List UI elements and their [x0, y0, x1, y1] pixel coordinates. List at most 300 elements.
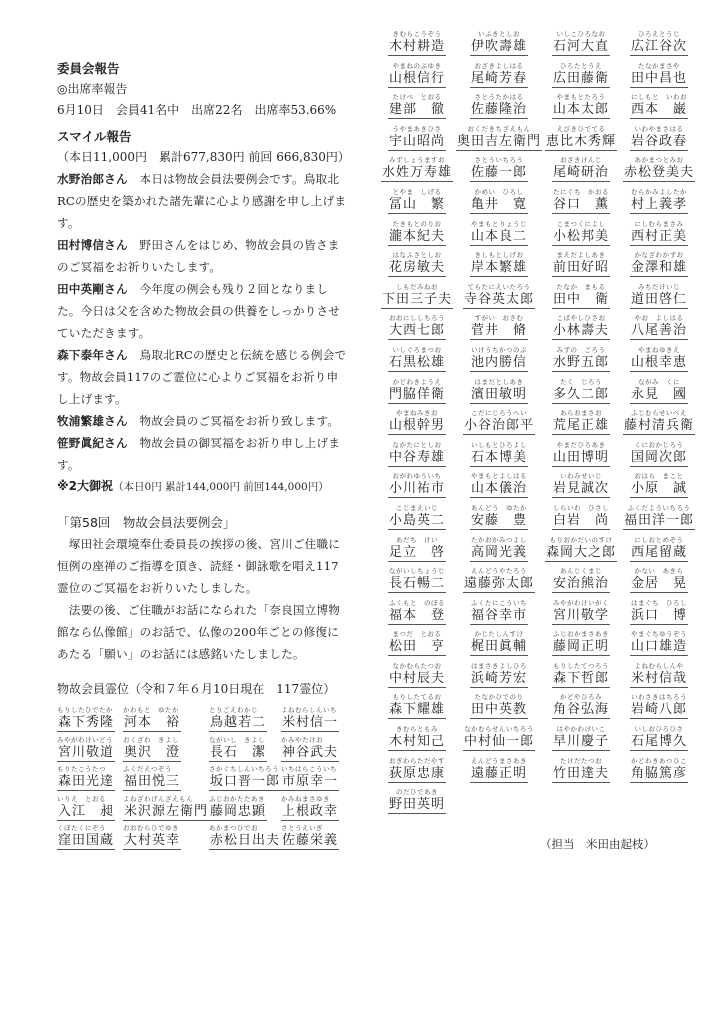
- name-entry: [456, 93, 542, 125]
- name-entry: [542, 409, 620, 441]
- name-ruby: えびきひでてる: [556, 124, 606, 133]
- name-entry: [620, 504, 698, 536]
- name-entry: [620, 220, 698, 252]
- name-ruby: やまもとよしはる: [470, 472, 527, 481]
- name-entry: [456, 536, 542, 568]
- name-kanji: 長石 潔: [210, 744, 267, 760]
- name-kanji: 多久二郎: [552, 386, 609, 402]
- name-ruby: ながいし きよし: [209, 735, 265, 744]
- name-kanji: 赤松登美夫: [623, 165, 694, 181]
- name-entry: [542, 62, 620, 94]
- name-ruby: もりしたてつろう: [553, 661, 609, 670]
- name-ruby: もりしたてるお: [392, 693, 442, 702]
- name-ruby: やまもとたろう: [556, 93, 606, 102]
- name-kanji: 石尾博久: [630, 734, 687, 750]
- name-entry: [620, 314, 698, 346]
- name-entry: [456, 283, 542, 315]
- name-kanji: 大村英幸: [123, 833, 180, 848]
- name-entry: [456, 346, 542, 378]
- name-kanji: 安治熊治: [552, 576, 609, 592]
- name-entry: [456, 693, 542, 725]
- name-kanji: 中村辰夫: [388, 670, 445, 686]
- smile-entry-name: 森下泰年さん: [57, 348, 128, 362]
- name-ruby: ひろえとうじ: [637, 30, 680, 38]
- name-kanji: 佐藤一郎: [470, 165, 527, 181]
- smile-entry-text: 物故会員の御冥福をお祈り申し上げます。: [57, 436, 341, 472]
- name-ruby: まつだ とおる: [392, 630, 442, 639]
- name-kanji: 永見 國: [630, 386, 687, 402]
- smile-entry-text: 物故会員のご冥福をお祈り致します。: [127, 414, 340, 428]
- name-ruby: くぼたくにぞう: [57, 824, 106, 832]
- name-kanji: 藤村清兵衛: [623, 418, 694, 434]
- name-kanji: 恵比木秀輝: [545, 133, 616, 149]
- name-kanji: 小原 誠: [630, 481, 687, 497]
- name-ruby: こまつくによし: [556, 219, 606, 228]
- name-ruby: なかむらせんいちろう: [464, 725, 534, 734]
- smile-title: スマイル報告: [57, 129, 132, 144]
- name-kanji: 花房敏夫: [388, 260, 445, 276]
- name-entry: [378, 314, 456, 346]
- name-kanji: 森下耀雄: [388, 702, 445, 718]
- name-kanji: 坂口晋一郎: [210, 774, 281, 789]
- name-ruby: たにぐち かおる: [553, 187, 609, 196]
- name-entry: [620, 630, 698, 662]
- name-kanji: 西本 巌: [630, 102, 687, 118]
- name-entry: [378, 630, 456, 662]
- name-entry: [456, 62, 542, 94]
- name-ruby: かみねまさゆき: [281, 794, 331, 803]
- name-kanji: 尾崎研治: [552, 165, 609, 181]
- name-ruby: えんどうまさあき: [470, 756, 527, 765]
- name-kanji: 岸本繁雄: [470, 260, 527, 276]
- name-kanji: 山根信行: [388, 70, 445, 86]
- name-kanji: 角脇篤彦: [630, 765, 687, 781]
- reii-heading: [57, 679, 347, 700]
- name-entry: [542, 283, 620, 315]
- name-ruby: みやがわけいがく: [553, 598, 609, 607]
- name-kanji: 小島英二: [388, 512, 445, 528]
- name-entry: [542, 757, 620, 789]
- name-entry: [378, 188, 456, 220]
- reii-title: 物故会員霊位: [57, 682, 130, 696]
- name-entry: [281, 736, 347, 766]
- name-ruby: おぎわらただやす: [388, 756, 445, 765]
- right-column: [378, 30, 698, 820]
- name-kanji: 角谷弘海: [552, 702, 609, 718]
- name-kanji: 足立 啓: [388, 544, 445, 560]
- name-ruby: いしおひろひさ: [634, 725, 684, 734]
- name-kanji: 田中英教: [470, 702, 527, 718]
- name-kanji: 冨山 繁: [388, 196, 445, 212]
- credit: （担当 米田由起枝）: [540, 837, 655, 851]
- name-entry: [620, 725, 698, 757]
- name-ruby: たきもとのりお: [392, 219, 442, 228]
- name-kanji: 建部 徹: [388, 102, 445, 118]
- name-ruby: ふくだよういちろう: [627, 503, 691, 512]
- name-entry: [456, 314, 542, 346]
- name-kanji: 福谷幸市: [470, 607, 527, 623]
- name-entry: [281, 765, 347, 795]
- name-kanji: 米沢源左衛門: [123, 803, 208, 819]
- name-entry: [542, 567, 620, 599]
- name-kanji: 福本 登: [388, 607, 445, 623]
- name-kanji: 亀井 寛: [470, 196, 527, 212]
- name-ruby: あだち けい: [395, 535, 438, 544]
- name-ruby: ふじおかまさあき: [553, 630, 609, 639]
- name-entry: [57, 824, 123, 854]
- name-entry: [620, 536, 698, 568]
- memorial-names-left: [57, 706, 347, 854]
- name-entry: [542, 599, 620, 631]
- name-ruby: ふくたにこういち: [470, 598, 527, 607]
- name-kanji: 水姓万寿雄: [381, 165, 452, 181]
- name-ruby: たなか まもる: [556, 282, 606, 291]
- name-entry: [542, 536, 620, 568]
- name-ruby: ながいしちょうじ: [388, 567, 445, 576]
- name-entry: [620, 567, 698, 599]
- name-ruby: やまぐちゆうぞう: [630, 630, 687, 639]
- name-entry: [620, 757, 698, 789]
- name-entry: [456, 220, 542, 252]
- name-entry: [456, 156, 542, 188]
- name-entry: [378, 251, 456, 283]
- name-entry: [542, 693, 620, 725]
- name-ruby: はやかわけいこ: [556, 725, 606, 734]
- smile-list: [57, 168, 347, 476]
- smile-totals: （本日11,000円 累計677,830円 前回 666,830円）: [57, 150, 350, 164]
- smile-entry-text: 野田さんをはじめ、物故会員の皆さまのご冥福をお祈りいたします。: [57, 238, 340, 274]
- name-ruby: もりおかだいのすけ: [549, 535, 613, 544]
- name-kanji: 小谷治郎平: [463, 418, 534, 434]
- name-entry: [378, 599, 456, 631]
- name-ruby: うやまあきひさ: [392, 124, 442, 133]
- name-ruby: いしぐろまつお: [392, 345, 442, 354]
- name-entry: [620, 62, 698, 94]
- name-entry: [456, 504, 542, 536]
- name-ruby: おはら まこと: [634, 472, 684, 481]
- name-ruby: いわさきはちろう: [630, 693, 687, 702]
- name-kanji: 金澤和雄: [630, 260, 687, 276]
- name-entry: [456, 567, 542, 599]
- attendance-title: ◎出席率報告: [57, 82, 128, 96]
- name-entry: [620, 599, 698, 631]
- name-kanji: 森下秀隆: [58, 715, 115, 730]
- name-ruby: ふくだえつぞう: [122, 765, 172, 773]
- name-ruby: すがい おさむ: [474, 314, 524, 323]
- name-kanji: 門脇佯衛: [388, 386, 445, 402]
- name-entry: [542, 504, 620, 536]
- smile-entry: [57, 344, 347, 410]
- name-ruby: かどわきようえ: [392, 377, 442, 386]
- name-ruby: てらたにえいたろう: [467, 282, 531, 291]
- name-ruby: いりえ とおる: [57, 794, 106, 803]
- smile-entry: [57, 278, 347, 344]
- name-entry: [456, 662, 542, 694]
- name-ruby: よねざわげんざえもん: [122, 794, 193, 803]
- name-ruby: いわやまさはる: [634, 124, 684, 133]
- name-ruby: はまさきよしひろ: [470, 661, 527, 670]
- name-kanji: 神谷武夫: [282, 744, 339, 760]
- name-kanji: 木村耕造: [388, 39, 445, 54]
- committee-title: 委員会報告: [57, 61, 120, 76]
- name-ruby: なかたにとしお: [392, 440, 442, 449]
- name-kanji: 山根幸恵: [630, 354, 687, 370]
- name-entry: [378, 30, 456, 62]
- name-entry: [456, 630, 542, 662]
- name-ruby: おざきよしはる: [474, 61, 524, 70]
- name-entry: [378, 472, 456, 504]
- name-ruby: おざきけんじ: [560, 156, 602, 165]
- name-ruby: かどわきあつひこ: [630, 756, 687, 765]
- name-ruby: みずしょうますお: [388, 156, 445, 165]
- name-entry: [620, 125, 698, 157]
- name-kanji: 上根政幸: [282, 803, 339, 819]
- name-kanji: 松田 亨: [388, 639, 445, 655]
- name-kanji: 早川慶子: [552, 734, 609, 750]
- name-entry: [542, 220, 620, 252]
- name-ruby: たけべ とおる: [392, 93, 442, 102]
- name-kanji: 濱田敏明: [470, 386, 527, 402]
- memorial-paragraph-2: 法要の後、ご住職がお話になられた「奈良国立博物館なら仏像館」のお話で、仏像の200年ごとの修復にあたる「願い」のお話には感銘いたしました。: [57, 603, 341, 661]
- name-kanji: 遠藤弥太郎: [463, 576, 534, 592]
- name-entry: [542, 346, 620, 378]
- name-entry: [123, 824, 209, 854]
- name-ruby: ひろたとうえ: [560, 61, 602, 70]
- name-kanji: 谷口 薫: [552, 196, 609, 212]
- name-entry: [209, 736, 281, 766]
- name-kanji: 藤岡忠顕: [210, 803, 267, 819]
- name-entry: [542, 251, 620, 283]
- name-entry: [378, 757, 456, 789]
- name-entry: [378, 125, 456, 157]
- name-kanji: 岩崎八郎: [630, 702, 687, 718]
- name-ruby: あらおまさお: [560, 409, 602, 418]
- name-ruby: あんじくまじ: [560, 567, 602, 576]
- name-entry: [456, 441, 542, 473]
- smile-entry: [57, 168, 347, 234]
- name-entry: [378, 409, 456, 441]
- name-kanji: 岩谷政春: [630, 133, 687, 149]
- name-kanji: 荒尾正雄: [552, 418, 609, 434]
- name-kanji: 国岡次郎: [630, 449, 687, 465]
- name-kanji: 山本良二: [470, 228, 527, 244]
- name-ruby: こばやしひさお: [556, 314, 606, 323]
- name-kanji: 広江谷次: [630, 39, 687, 54]
- name-ruby: たけだたつお: [560, 756, 602, 765]
- name-entry: [456, 409, 542, 441]
- name-ruby: とりごえわかじ: [209, 706, 258, 714]
- name-kanji: 森田光達: [58, 774, 115, 789]
- name-kanji: 佐藤隆治: [470, 102, 527, 118]
- name-entry: [620, 662, 698, 694]
- name-entry: [620, 693, 698, 725]
- name-kanji: 窪田国蔵: [58, 833, 115, 848]
- name-ruby: ふじむらせいべえ: [631, 409, 687, 418]
- name-entry: [123, 795, 209, 825]
- name-kanji: 浜口 博: [630, 607, 687, 623]
- smile-entry-name: 田中英剛さん: [57, 282, 128, 296]
- name-ruby: はなふさとしお: [392, 251, 442, 260]
- name-ruby: たかおかみつよし: [471, 535, 527, 544]
- name-ruby: たなかひでのり: [474, 693, 524, 702]
- name-kanji: 市原幸一: [282, 774, 339, 789]
- memorial-paragraph-1: 塚田社会環境奉仕委員長の挨拶の後、宮川ご住職に恒例の座禅のご指導を頂き、読経・御詠歌を唱え117霊位のご冥福をお祈りいたしました。: [57, 537, 341, 595]
- name-ruby: さとうえいぎ: [281, 824, 324, 832]
- name-kanji: 八尾善治: [630, 323, 687, 339]
- name-ruby: やまねゆきえ: [637, 345, 680, 354]
- name-entry: [378, 725, 456, 757]
- name-ruby: むらかみよしたか: [630, 187, 687, 196]
- name-entry: [620, 283, 698, 315]
- smile-entry-name: 牧浦繁雄さん: [57, 414, 128, 428]
- name-entry: [123, 765, 209, 795]
- name-kanji: 宮川敬学: [552, 607, 609, 623]
- smile-entry-text: 鳥取北RCの歴史と伝統を感じる例会です。物故会員117のご霊位に心よりご冥福をお祈り申し上げます。: [57, 348, 347, 406]
- name-kanji: 水野五郎: [552, 354, 609, 370]
- name-entry: [378, 536, 456, 568]
- name-kanji: 小林壽夫: [552, 323, 609, 339]
- name-kanji: 森下哲郎: [552, 670, 609, 686]
- name-entry: [456, 30, 542, 62]
- name-entry: [378, 567, 456, 599]
- name-ruby: おくざわ きよし: [122, 735, 179, 744]
- name-entry: [281, 706, 347, 736]
- name-entry: [378, 441, 456, 473]
- name-ruby: しらいわ ひさし: [553, 503, 609, 512]
- name-kanji: 米村信一: [282, 715, 339, 730]
- name-kanji: 金居 晃: [630, 576, 687, 592]
- name-ruby: とやま しげる: [392, 187, 442, 196]
- name-ruby: おおにししちろう: [388, 314, 445, 323]
- name-entry: [456, 125, 542, 157]
- name-ruby: やまねみきお: [395, 409, 438, 418]
- name-kanji: 竹田達夫: [552, 765, 609, 781]
- name-ruby: やまだひろあき: [556, 440, 606, 449]
- name-ruby: おくだきちざえもん: [467, 124, 531, 133]
- name-ruby: よねむらしんや: [634, 661, 684, 670]
- name-ruby: かなざわかずお: [634, 251, 684, 260]
- name-entry: [542, 630, 620, 662]
- name-entry: [542, 725, 620, 757]
- name-entry: [542, 125, 620, 157]
- name-entry: [620, 472, 698, 504]
- name-ruby: いちはらこういち: [281, 765, 338, 773]
- name-ruby: えんどうやたろう: [470, 567, 527, 576]
- name-ruby: やお よしはる: [634, 314, 684, 323]
- name-ruby: くにおかじろう: [634, 440, 684, 449]
- name-kanji: 福田洋一郎: [623, 512, 694, 528]
- name-entry: [57, 736, 123, 766]
- name-kanji: 山本儀治: [470, 481, 527, 497]
- name-entry: [620, 156, 698, 188]
- smile-entry: [57, 432, 347, 476]
- name-kanji: 河本 裕: [123, 715, 180, 730]
- name-entry: [456, 188, 542, 220]
- name-entry: [209, 706, 281, 736]
- name-entry: [378, 504, 456, 536]
- name-kanji: 山口雄造: [630, 639, 687, 655]
- name-kanji: 西尾留蔵: [630, 544, 687, 560]
- name-ruby: あかまつひでお: [209, 824, 258, 832]
- name-entry: [378, 93, 456, 125]
- name-kanji: 石本博美: [470, 449, 527, 465]
- name-entry: [57, 795, 123, 825]
- name-ruby: きむらともみ: [395, 725, 438, 734]
- name-kanji: 野田英明: [388, 797, 445, 813]
- name-ruby: みちだけいじ: [637, 282, 680, 291]
- smile-entry: [57, 234, 347, 278]
- name-kanji: 森岡大之郎: [545, 544, 616, 560]
- name-kanji: 安藤 豊: [470, 512, 527, 528]
- name-kanji: 田中 衛: [552, 291, 609, 307]
- name-ruby: たく じろう: [560, 377, 602, 386]
- name-kanji: 中村仙一郎: [463, 734, 534, 750]
- name-entry: [620, 346, 698, 378]
- name-entry: [542, 30, 620, 62]
- name-ruby: ふじおかただあき: [209, 794, 265, 803]
- name-entry: [542, 472, 620, 504]
- name-entry: [620, 30, 698, 62]
- name-entry: [542, 662, 620, 694]
- name-kanji: 遠藤正明: [470, 765, 527, 781]
- name-kanji: 宇山昭尚: [388, 133, 445, 149]
- nidai-line: [57, 476, 347, 498]
- name-kanji: 小川祐市: [388, 481, 445, 497]
- memorial-title: 「第58回 物故会員法要例会」: [57, 515, 236, 530]
- name-entry: [57, 765, 123, 795]
- name-entry: [456, 472, 542, 504]
- name-ruby: いしこひろなお: [556, 30, 606, 38]
- name-kanji: 木村知己: [388, 734, 445, 750]
- name-ruby: こじまえいじ: [395, 503, 438, 512]
- name-ruby: にしもと いわお: [630, 93, 687, 102]
- name-kanji: 菅井 脩: [470, 323, 527, 339]
- name-kanji: 奥田吉左衛門: [456, 133, 541, 149]
- name-ruby: あんどう ゆたか: [470, 503, 527, 512]
- name-ruby: のだひであき: [395, 788, 438, 797]
- name-entry: [620, 378, 698, 410]
- name-kanji: 寺谷英太郎: [463, 291, 534, 307]
- name-entry: [378, 283, 456, 315]
- name-ruby: ふくもと のぼる: [388, 598, 445, 607]
- left-column: [57, 58, 350, 854]
- name-entry: [456, 599, 542, 631]
- name-entry: [542, 441, 620, 473]
- name-entry: [378, 346, 456, 378]
- name-ruby: みずの ごろう: [556, 345, 606, 354]
- name-ruby: いぶきとしお: [477, 30, 520, 38]
- name-kanji: 白岩 尚: [552, 512, 609, 528]
- name-ruby: きしもとしげお: [474, 251, 524, 260]
- name-kanji: 荻原忠康: [388, 765, 445, 781]
- name-kanji: 岩見誠次: [552, 481, 609, 497]
- name-kanji: 鳥越若二: [210, 715, 267, 730]
- name-ruby: おがわゆういち: [392, 472, 442, 481]
- name-ruby: やまねのぶゆき: [392, 61, 442, 70]
- name-kanji: 藤岡正明: [552, 639, 609, 655]
- name-kanji: 山根幹男: [388, 418, 445, 434]
- name-ruby: よねむらしんいち: [281, 706, 338, 714]
- name-ruby: にしおとめぞう: [634, 535, 684, 544]
- smile-entry-name: 田村博信さん: [57, 238, 128, 252]
- nidai-detail: （本日0円 累計144,000円 前回144,000円）: [113, 481, 329, 493]
- name-kanji: 大西七郎: [388, 323, 445, 339]
- name-entry: [456, 378, 542, 410]
- name-kanji: 下田三子夫: [381, 291, 452, 307]
- name-entry: [456, 757, 542, 789]
- name-kanji: 米村信哉: [630, 670, 687, 686]
- name-kanji: 道田啓仁: [630, 291, 687, 307]
